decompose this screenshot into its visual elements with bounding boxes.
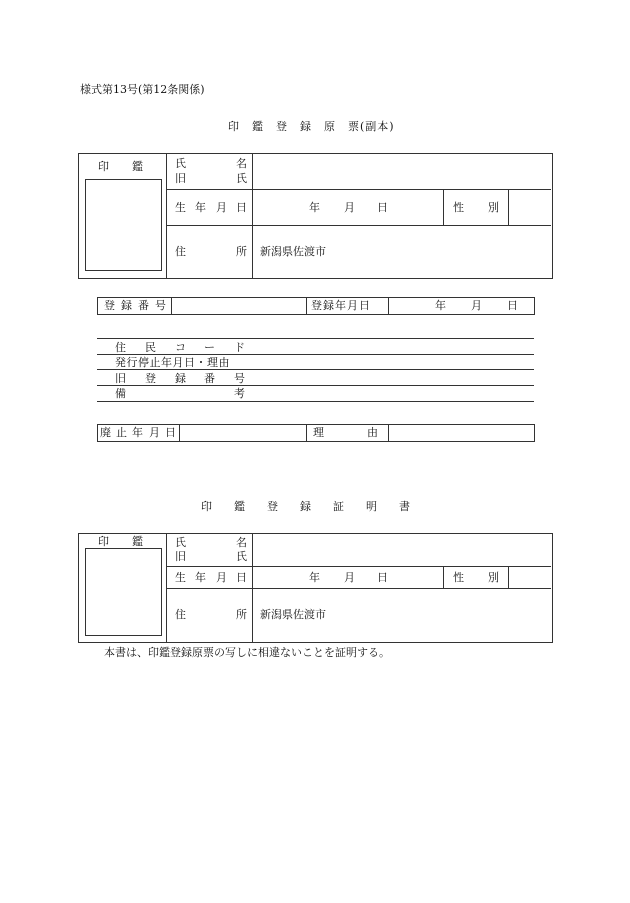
remarks-a: 備	[115, 387, 126, 400]
sex-label-b: 別	[488, 201, 499, 214]
reg-date-month: 月	[471, 299, 482, 312]
birth-unit-day: 日	[377, 201, 388, 214]
seal-impression-box	[85, 179, 162, 271]
section1-title: 印 鑑 登 録 原 票(副本)	[228, 120, 395, 133]
birth-unit-year: 年	[309, 201, 320, 214]
suspension-label: 発行停止年月日・理由	[115, 356, 230, 369]
old-name-label-b: 氏	[236, 172, 247, 185]
section2-title: 印 鑑 登 録 証 明 書	[201, 500, 410, 513]
birth2-year: 年	[309, 571, 320, 584]
address-label-a: 住	[175, 245, 186, 258]
birth2-a: 生	[175, 571, 186, 584]
inkan2-b: 鑑	[132, 535, 143, 548]
address-label-b: 所	[236, 245, 247, 258]
old-reg-a: 旧	[115, 372, 126, 385]
juminkode-d: ー	[204, 341, 215, 354]
birth-unit-month: 月	[344, 201, 355, 214]
certification-text: 本書は、印鑑登録原票の写しに相違ないことを証明する。	[104, 646, 390, 659]
reg-no-label-b: 録	[121, 299, 132, 312]
abolish-a: 廃	[100, 426, 111, 439]
reg-no-label-a: 登	[104, 299, 115, 312]
form-number: 様式第13号(第12条関係)	[80, 83, 205, 96]
old-reg-c: 録	[175, 372, 186, 385]
inkan-label-1b: 鑑	[132, 160, 143, 173]
reg-no-label-c: 番	[138, 299, 149, 312]
old-reg-d: 番	[204, 372, 215, 385]
birth2-b: 年	[195, 571, 206, 584]
birth2-day: 日	[377, 571, 388, 584]
address2-a: 住	[175, 608, 186, 621]
reg-date-day: 日	[507, 299, 518, 312]
abolish-b: 止	[116, 426, 127, 439]
juminkode-c: コ	[175, 341, 186, 354]
sex2-b: 別	[488, 571, 499, 584]
inkan-label-1a: 印	[98, 160, 109, 173]
juminkode-a: 住	[115, 341, 126, 354]
abolish-e: 日	[165, 426, 176, 439]
oldname2-b: 氏	[236, 550, 247, 563]
birth-label-a: 生	[175, 201, 186, 214]
name-label-a: 氏	[175, 157, 186, 170]
birth-label-d: 日	[236, 201, 247, 214]
sex-label-a: 性	[453, 201, 464, 214]
abolish-d: 月	[149, 426, 160, 439]
sex2-a: 性	[453, 571, 464, 584]
address-value: 新潟県佐渡市	[260, 245, 326, 258]
birth2-d: 日	[236, 571, 247, 584]
reason-a: 理	[313, 426, 324, 439]
juminkode-e: ド	[234, 341, 245, 354]
birth-label-c: 月	[216, 201, 227, 214]
old-reg-e: 号	[234, 372, 245, 385]
reg-date-label: 登録年月日	[311, 299, 371, 312]
abolish-c: 年	[132, 426, 143, 439]
reg-date-year: 年	[435, 299, 446, 312]
birth2-c: 月	[216, 571, 227, 584]
old-name-label-a: 旧	[175, 172, 186, 185]
juminkode-b: 民	[145, 341, 156, 354]
name-label-b: 名	[236, 157, 247, 170]
oldname2-a: 旧	[175, 550, 186, 563]
inkan2-a: 印	[98, 535, 109, 548]
seal-impression-box-2	[85, 548, 162, 636]
name2-a: 氏	[175, 536, 186, 549]
address2-b: 所	[236, 608, 247, 621]
remarks-b: 考	[234, 387, 245, 400]
birth-label-b: 年	[195, 201, 206, 214]
birth2-month: 月	[344, 571, 355, 584]
old-reg-b: 登	[145, 372, 156, 385]
name2-b: 名	[236, 536, 247, 549]
reg-no-label-d: 号	[155, 299, 166, 312]
address2-value: 新潟県佐渡市	[260, 608, 326, 621]
reason-b: 由	[367, 426, 378, 439]
